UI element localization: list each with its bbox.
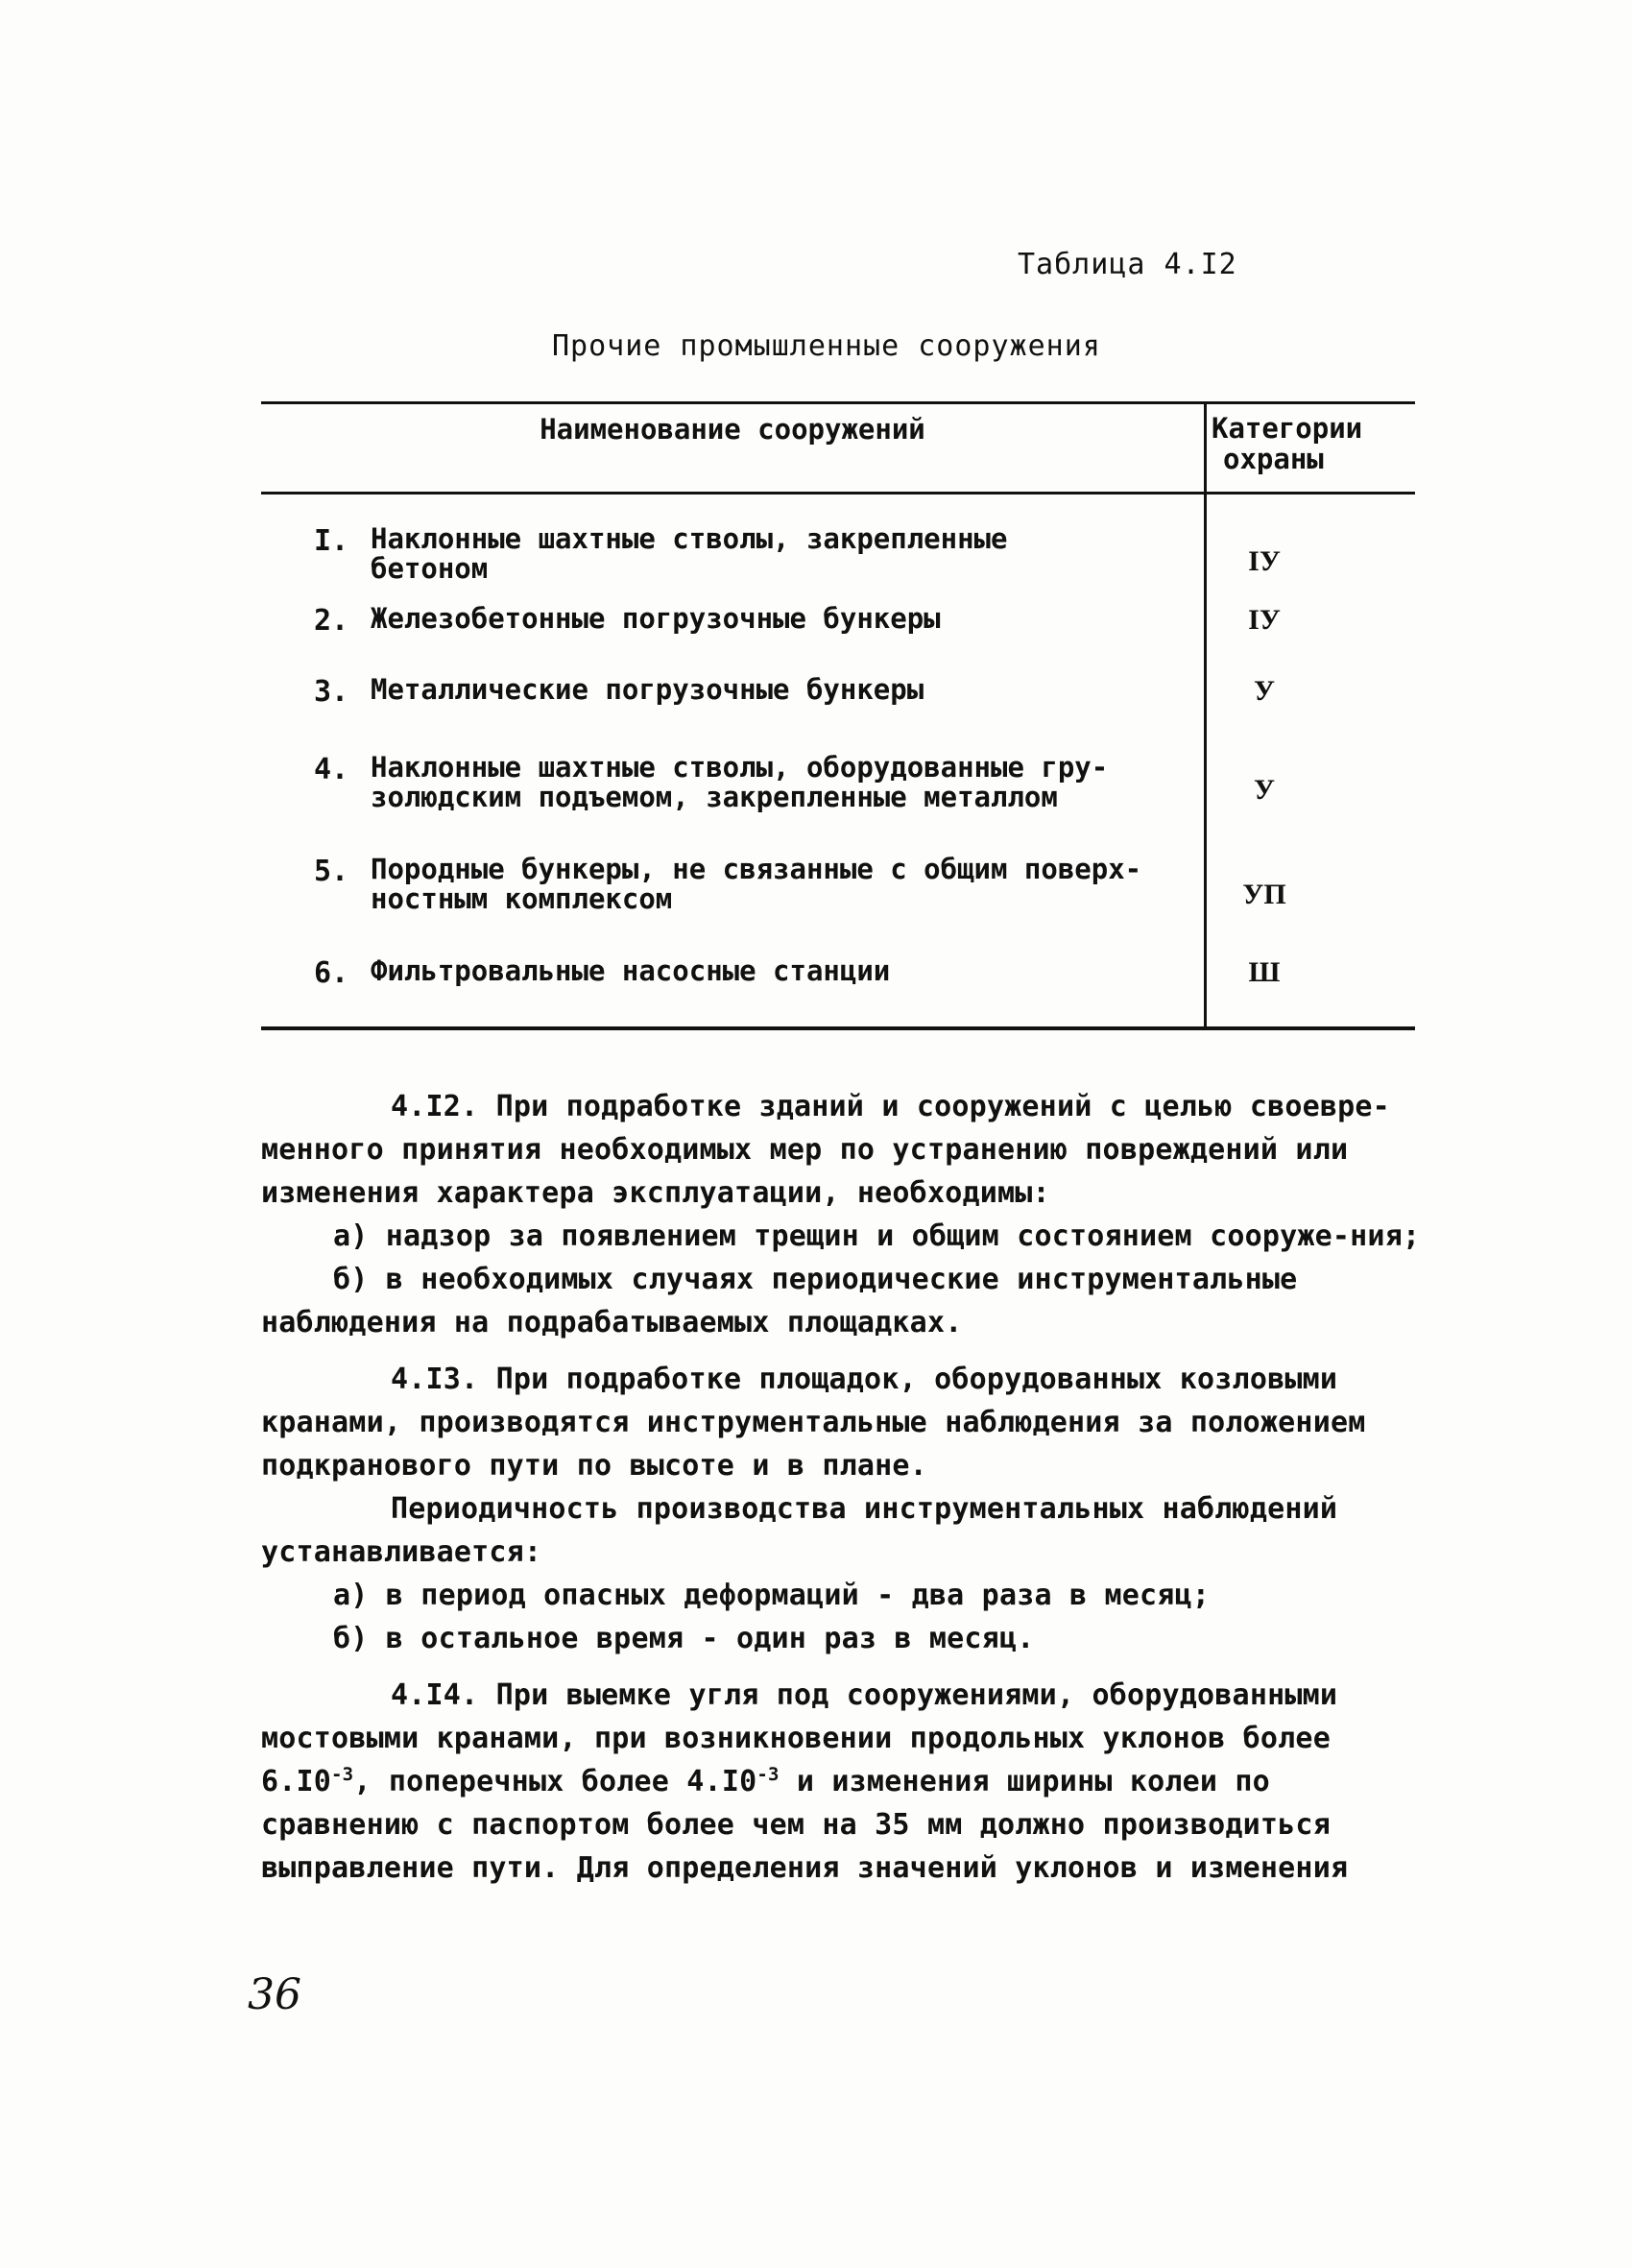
row-name: Наклонные шахтные стволы, оборудованные гру- золюдским подъемом, закрепленные металлом <box>371 751 1109 813</box>
paragraph-4-12-b: б) в необходимых случаях периодические инструментальные наблюдения на подрабатываемых площадках. <box>261 1263 1298 1339</box>
paragraph-4-13-periodicity: Периодичность производства инструментальных наблюдений устанавливается: <box>261 1492 1338 1569</box>
row-category: IУ <box>1248 545 1281 577</box>
table-bottom-rule <box>261 1026 1415 1030</box>
paragraph-4-14-mid: , поперечных более 4.I0 <box>353 1765 757 1798</box>
table-header-rule <box>261 492 1415 495</box>
paragraph-4-13-b: б) в остальное время - один раз в месяц. <box>333 1622 1035 1655</box>
column-header-category <box>1212 413 1415 474</box>
table-top-rule <box>261 401 1415 404</box>
body-text <box>261 1085 1423 1890</box>
paragraph-4-12: 4.I2. При подработке зданий и сооружений с целью своевре-менного принятия необходимых мер по устранению повреждений или изменения характера эксплуатации, необходимы: <box>261 1090 1390 1210</box>
row-number: 5. <box>314 855 349 888</box>
row-category: УП <box>1242 879 1286 910</box>
row-number: 6. <box>314 956 349 990</box>
row-category: Ш <box>1248 956 1281 988</box>
paragraph-4-13-a: а) в период опасных деформаций - два раза в месяц; <box>333 1579 1211 1612</box>
table-column-divider <box>1204 401 1207 1030</box>
paragraph-4-14 <box>261 1674 1423 1890</box>
column-header-category-line1: Категории <box>1212 412 1363 445</box>
column-header-category-line2: охраны <box>1223 443 1324 475</box>
row-name: Железобетонные погрузочные бункеры <box>371 602 941 635</box>
paragraph-4-12-a: а) надзор за появлением трещин и общим состоянием сооруже-ния; <box>333 1219 1421 1253</box>
paragraph-4-14-start: 4.I4. При выемке угля под сооружениями, оборудованными мостовыми кранами, при возникновении продольных уклонов более 6.I0 <box>261 1678 1338 1798</box>
paragraph-4-14-end: и изменения ширины колеи по сравнению с паспортом более чем на 35 мм должно производиться выправление пути. Для определения значений уклонов и изменения <box>261 1765 1349 1885</box>
row-category: IУ <box>1248 604 1281 636</box>
row-number: I. <box>314 524 349 558</box>
row-name: Фильтровальные насосные станции <box>371 954 891 987</box>
column-header-name: Наименование сооружений <box>540 413 925 446</box>
row-number: 4. <box>314 753 349 786</box>
row-number: 3. <box>314 675 349 709</box>
table-title: Прочие промышленные сооружения <box>552 329 1101 363</box>
row-category: У <box>1253 675 1276 707</box>
row-name: Породные бункеры, не связанные с общим поверх- ностным комплексом <box>371 853 1142 915</box>
row-category: У <box>1253 774 1276 806</box>
table-label: Таблица 4.I2 <box>1018 248 1237 281</box>
row-name: Металлические погрузочные бункеры <box>371 673 924 706</box>
structures-table <box>261 401 1415 1035</box>
exponent: -3 <box>756 1764 780 1785</box>
paragraph-4-13: 4.I3. При подработке площадок, оборудованных козловыми кранами, производятся инструментальные наблюдения за положением подкранового пути по высоте и в плане. <box>261 1363 1366 1483</box>
exponent: -3 <box>331 1764 354 1785</box>
row-name: Наклонные шахтные стволы, закрепленные бетоном <box>371 522 1008 585</box>
row-number: 2. <box>314 604 349 638</box>
page-number: 36 <box>248 1970 301 2019</box>
